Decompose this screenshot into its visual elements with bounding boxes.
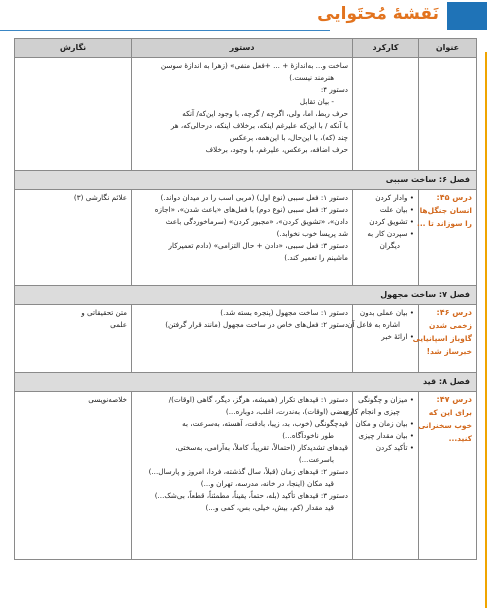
col-header-grammar: دستور (132, 39, 353, 58)
function-cell (347, 305, 419, 373)
function-item: • بیان عملی بدون (359, 308, 414, 317)
function-item: • وادار کردن (375, 193, 414, 202)
grammar-line: دستور ۲: فعل سببی (نوع دوم) با فعل‌های «باعث شدن»، «اجازه (154, 205, 348, 214)
function-item: دیگران (379, 241, 400, 250)
function-item: اشاره به فاعل آن (347, 320, 400, 329)
table-row (15, 190, 477, 286)
function-cell (353, 58, 419, 171)
function-cell (353, 190, 419, 286)
grammar-line: قیدهای تشدیدکار (احتمالاً، تقریباً، کاملاً، به‌آرامی، به‌سختی، (175, 443, 348, 452)
section-title: فصل ۷: ساخت مجهول (15, 286, 477, 305)
section-header-row (15, 171, 477, 190)
grammar-line: قیدچگونگی (خوب، بد، زیبا، بادقت، آهسته، به‌سرعت، به (182, 419, 348, 428)
grammar-cell (132, 58, 353, 171)
grammar-cell (132, 190, 353, 286)
grammar-line: دستور ۳: قیدهای تأکید (بله، حتماً، یقیناً، مطمئناً، قطعاً، بی‌شک...) (154, 491, 348, 500)
grammar-line: دستور ۲: قیدهای زمان (قبلاً، سال گذشته، فردا، امروز و پارسال...) (148, 467, 348, 476)
function-item: • تأکید کردن (375, 443, 414, 452)
lesson-title: انسان جنگل‌ها (419, 206, 472, 215)
lesson-title: گاوباز اسپانیایی (412, 334, 472, 343)
topic-cell (419, 392, 477, 560)
function-cell (343, 392, 419, 560)
section-title: فصل ۸: قید (15, 373, 477, 392)
grammar-line: دستور ۱: قیدهای تکرار (همیشه، هرگز، دیگر، گاهی (اوقات)/ (168, 395, 348, 404)
header-rule (0, 30, 330, 31)
grammar-line: - بیان تقابل (299, 97, 334, 106)
writing-cell (15, 190, 132, 286)
topic-cell (419, 58, 477, 171)
grammar-cell (132, 392, 353, 560)
col-header-topic: عنوان (419, 39, 477, 58)
grammar-line: حرف ربط، اما، ولی، اگرچه / گرچه، با وجود این‌که/ آنکه (182, 109, 348, 118)
lesson-title: برای این که (428, 408, 472, 417)
grammar-line: حرف اضافه، برعکس، علیرغم، با وجود، برخلاف (205, 145, 348, 154)
content-map-table (14, 38, 477, 560)
topic-cell (412, 305, 477, 373)
grammar-line: هنرمند نیست.) (289, 73, 334, 82)
topic-cell (416, 190, 477, 286)
grammar-line: دستور ۲: فعل‌های خاص در ساخت مجهول (مانند قرار گرفتن) (165, 320, 348, 329)
page-header (0, 0, 487, 36)
col-header-writing: نگارش (15, 39, 132, 58)
col-header-function: کارکرد (353, 39, 419, 58)
section-header-row (15, 373, 477, 392)
grammar-line: دستور ۴: (320, 85, 348, 94)
grammar-line: چند (که)، با این‌حال، با این‌همه، برعکس (229, 133, 348, 142)
function-item: • سپردن کار به (367, 229, 414, 238)
lesson-title: را سوزاند تا ... (416, 219, 472, 228)
writing-cell (15, 58, 132, 171)
grammar-line: قید مقدار (کم، بیش، خیلی، بس، کمی و...) (205, 503, 334, 512)
writing-cell (15, 305, 132, 373)
grammar-line: با آنکه / با این‌که علیرغم اینکه، برخلاف اینکه، درحالی‌که، هر (170, 121, 348, 130)
table-row (15, 305, 477, 373)
grammar-line: دستور ۳: فعل سببی، «دادن + حال التزامی» (دادم تعمیرکار (168, 241, 348, 250)
grammar-line: طور ناخودآگاه...) (282, 431, 334, 440)
table-row (15, 392, 477, 560)
grammar-line: دستور ۱: فعل سببی (نوع اول) (مربی اسب را در میدان دواند.) (160, 193, 348, 202)
writing-item: علمی (110, 320, 127, 329)
grammar-cell (132, 305, 353, 373)
grammar-line: دستور ۱: ساخت مجهول (پنجره بسته شد.) (220, 308, 348, 317)
page-title: نَقشهٔ مُحتَوایی (317, 4, 439, 24)
grammar-line: دادن»، «تشویق کردن»، «مجبور کردن» (سرماخوردگی باعث (165, 217, 348, 226)
function-item: • بیان مقدار چیزی (358, 431, 414, 440)
grammar-line: شد پریسا خوب نخوابد.) (276, 229, 348, 238)
grammar-line: بعضی (اوقات)، به‌ندرت، اغلب، دوباره...) (225, 407, 348, 416)
lesson-title: خوب سخنرانی (418, 421, 472, 430)
table-row (15, 58, 477, 171)
lesson-title: زخمی شدن (428, 321, 472, 330)
writing-item: خلاصه‌نویسی (88, 395, 127, 404)
lesson-title: کنید... (448, 434, 472, 443)
function-item: • بیان علت (379, 205, 414, 214)
section-title: فصل ۶: ساخت سببی (15, 171, 477, 190)
function-item: چیزی و انجام کاری (343, 407, 400, 416)
grammar-line: ساخت و... به‌اندازهٔ + ... +فعل منفی» (زهرا به اندازهٔ سوسن (160, 61, 348, 70)
lesson-number: درس ۴۷: (436, 395, 472, 404)
section-header-row (15, 286, 477, 305)
table-header-row (15, 39, 477, 58)
writing-item: متن تحقیقاتی و (81, 308, 127, 317)
lesson-number: درس ۴۵: (436, 193, 472, 202)
writing-item: علائم نگارشی (۳) (73, 193, 127, 202)
grammar-line: باسرعت...) (298, 455, 334, 464)
grammar-line: قید مکان (اینجا، در خانه، مدرسه، تهران و...) (200, 479, 334, 488)
lesson-title: خبرساز شد! (426, 347, 472, 356)
writing-cell (15, 392, 132, 560)
function-item: • ارائهٔ خبر (381, 332, 414, 341)
function-item: • تشویق کردن (369, 217, 414, 226)
grammar-line: ماشینم را تعمیر کند.) (284, 253, 348, 262)
function-item: • میزان و چگونگی (358, 395, 414, 404)
function-item: • بیان زمان و مکان (355, 419, 414, 428)
header-badge (447, 2, 487, 30)
lesson-number: درس ۴۶: (436, 308, 472, 317)
